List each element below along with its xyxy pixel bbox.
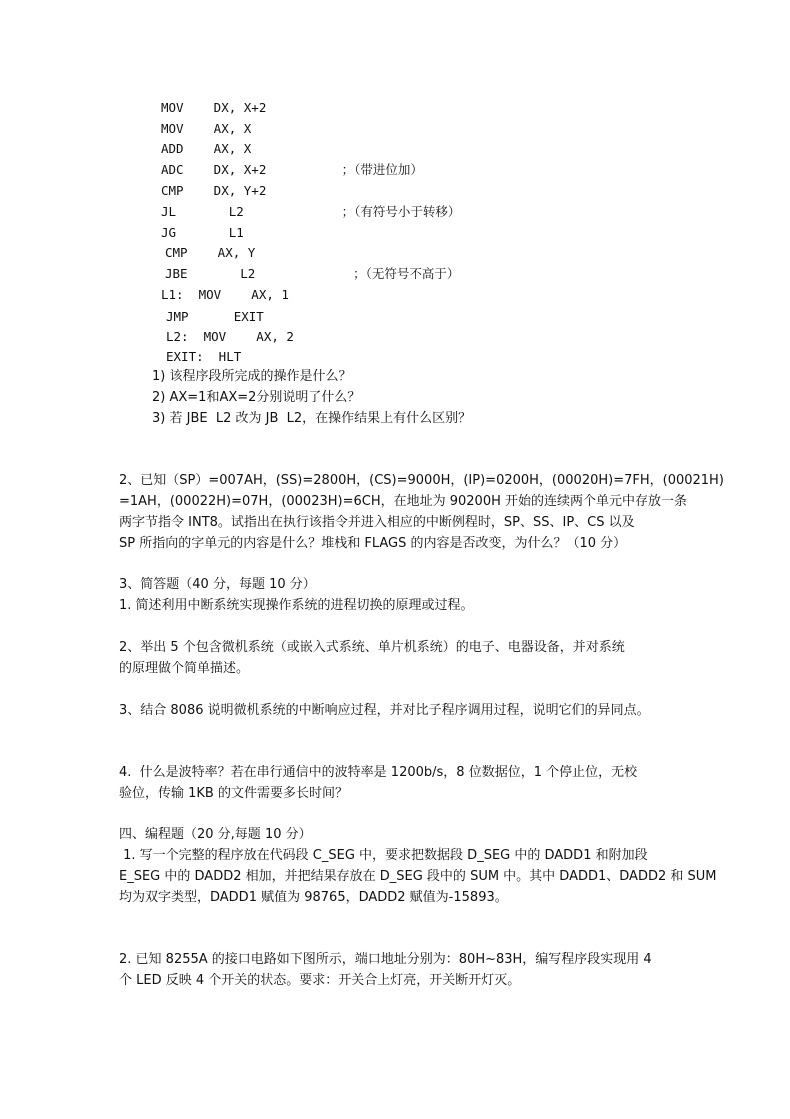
question-line: =1AH，(00022H)=07H，(00023H)=6CH，在地址为 90200H 开始的连续两个单元中存放一条 [119,494,688,509]
question-line: 1. 写一个完整的程序放在代码段 C_SEG 中，要求把数据段 D_SEG 中的 DADD1 和附加段 [119,848,648,863]
question-line: 的原理做个简单描述。 [119,661,250,676]
code-line: CMP DX, Y+2 [161,183,267,198]
code-line: JMP EXIT [166,309,264,324]
question-line: 2、举出 5 个包含微机系统（或嵌入式系统、单片机系统）的电子、电器设备，并对系统 [119,640,625,655]
code-line: JG L1 [161,225,244,240]
code-line: CMP AX, Y [165,245,256,260]
question-line: 验位，传输 1KB 的文件需要多长时间？ [119,786,348,801]
section-title: 四、编程题（20 分,每题 10 分） [119,827,312,842]
question-line: 两字节指令 INT8。试指出在执行该指令并进入相应的中断例程时，SP、SS、IP、CS 以及 [119,515,635,530]
section-title: 3、简答题（40 分，每题 10 分） [119,577,316,592]
subquestion: 1) 该程序段所完成的操作是什么？ [152,369,352,384]
code-line: L1: MOV AX, 1 [161,287,289,302]
code-line: MOV DX, X+2 [161,100,267,115]
question-line: 1. 简述利用中断系统实现操作系统的进程切换的原理或过程。 [119,598,474,613]
question-line: 均为双字类型，DADD1 赋值为 98765，DADD2 赋值为-15893。 [119,890,508,905]
code-line: JBE L2 ；（无符号不高于） [165,266,460,281]
question-line: 2、已知（SP）=007AH，(SS)=2800H，(CS)=9000H，(IP)=0200H，(00020H)=7FH，(00021H) [119,473,724,488]
code-line: MOV AX, X [161,121,252,136]
code-line: JL L2 ；（有符号小于转移） [161,204,461,219]
question-line: 2. 已知 8255A 的接口电路如下图所示，端口地址分别为：80H~83H，编写程序段实现用 4 [119,952,652,967]
subquestion: 2) AX=1和AX=2分别说明了什么？ [152,390,361,405]
question-line: E_SEG 中的 DADD2 相加，并把结果存放在 D_SEG 段中的 SUM 中。其中 DADD1、DADD2 和 SUM [119,869,717,884]
code-line: ADC DX, X+2 ；（带进位加） [161,162,423,177]
code-line: L2: MOV AX, 2 [166,329,294,344]
code-line: EXIT: HLT [166,349,242,364]
code-line: ADD AX, X [161,141,252,156]
question-line: 3、结合 8086 说明微机系统的中断响应过程，并对比子程序调用过程，说明它们的异同点。 [119,703,650,718]
question-line: 个 LED 反映 4 个开关的状态。要求：开关合上灯亮，开关断开灯灭。 [119,973,521,988]
subquestion: 3) 若 JBE L2 改为 JB L2，在操作结果上有什么区别？ [152,411,472,426]
question-line: SP 所指向的字单元的内容是什么？堆栈和 FLAGS 的内容是否改变，为什么？（10 分） [119,536,627,551]
question-line: 4. 什么是波特率？若在串行通信中的波特率是 1200b/s，8 位数据位，1 个停止位，无校 [119,765,638,780]
